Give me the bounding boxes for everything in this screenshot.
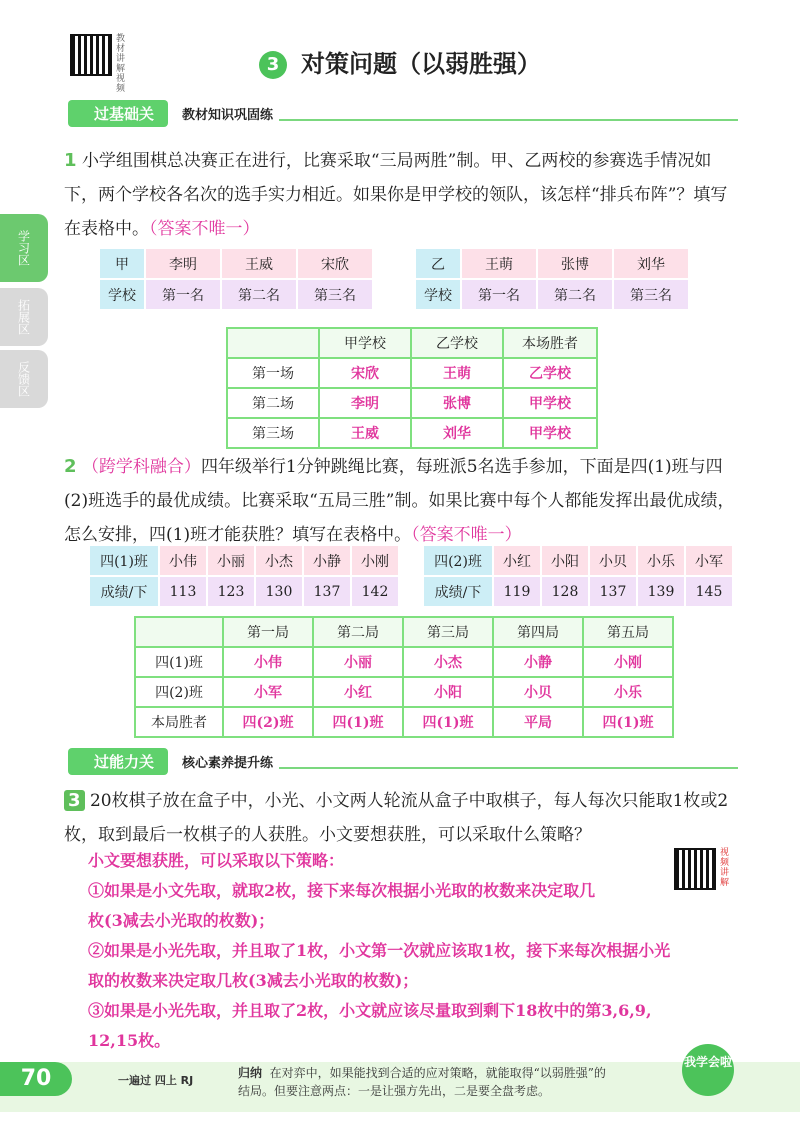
- answer-cell: 四(1)班: [403, 707, 493, 737]
- player-rank: 第二名: [221, 279, 297, 309]
- class2-table: [424, 546, 732, 606]
- score-cell: 142: [351, 576, 398, 606]
- header-cell: 第二局: [313, 617, 403, 647]
- score-cell: 137: [589, 576, 637, 606]
- school-b-table: [416, 249, 688, 309]
- answer-cell: 小丽: [313, 647, 403, 677]
- question-2: [64, 450, 744, 552]
- player-name: 王萌: [461, 249, 537, 279]
- header-cell: [227, 328, 319, 358]
- school-label: 学校: [416, 279, 461, 309]
- score-cell: 113: [159, 576, 207, 606]
- player-name: 小乐: [637, 546, 685, 576]
- question-number: 3: [64, 790, 85, 811]
- score-cell: 145: [685, 576, 732, 606]
- header-cell: 第五局: [583, 617, 673, 647]
- question-number: 2: [64, 456, 77, 477]
- player-rank: 第三名: [297, 279, 372, 309]
- player-rank: 第二名: [537, 279, 613, 309]
- question-text: 四年级举行1分钟跳绳比赛，每班派5名选手参加，下面是四(1)班与四(2)班选手的最优成绩。比赛采取“五局三胜”制。如果比赛中每个人都能发挥出最优成绩，怎么安排，四(1)班才能获胜？填写在表格中。: [64, 457, 735, 545]
- player-name: 王威: [221, 249, 297, 279]
- player-name: 小伟: [159, 546, 207, 576]
- answer-line: 枚(3减去小光取的枚数)；: [88, 911, 275, 930]
- header-cell: 第三局: [403, 617, 493, 647]
- question-text: 20枚棋子放在盒子中，小光、小文两人轮流从盒子中取棋子，每人每次只能取1枚或2枚，取到最后一枚棋子的人获胜。小文要想获胜，可以采取什么策略？: [64, 791, 729, 845]
- player-name: 小贝: [589, 546, 637, 576]
- round-label: 第二场: [227, 388, 319, 418]
- score-cell: 130: [255, 576, 303, 606]
- answer-cell: 小静: [493, 647, 583, 677]
- header-cell: 第一局: [223, 617, 313, 647]
- header-cell: 乙学校: [411, 328, 503, 358]
- answer-line: 取的枚数来决定取几枚(3减去小光取的枚数)；: [88, 971, 419, 990]
- page-number: 70: [0, 1062, 72, 1096]
- score-cell: 123: [207, 576, 255, 606]
- answer-cell: 小贝: [493, 677, 583, 707]
- cross-subject-tag: （跨学科融合）: [81, 457, 201, 477]
- answer-cell: 乙学校: [503, 358, 597, 388]
- side-tab-extend[interactable]: 拓展区: [0, 288, 48, 346]
- qr-caption: 教材讲解视频: [116, 34, 126, 94]
- answer-cell: 刘华: [411, 418, 503, 448]
- player-name: 刘华: [613, 249, 688, 279]
- player-name: 小杰: [255, 546, 303, 576]
- section-banner-ability: [68, 748, 738, 774]
- player-rank: 第一名: [461, 279, 537, 309]
- q2-answer-table: [134, 616, 674, 738]
- answer-cell: 王萌: [411, 358, 503, 388]
- answer-line: ③如果是小光先取，并且取了2枚，小文就应该尽量取到剩下18枚中的第3,6,9,: [88, 1001, 652, 1020]
- answer-cell: 小阳: [403, 677, 493, 707]
- answer-cell: 甲学校: [503, 418, 597, 448]
- answer-cell: 宋欣: [319, 358, 411, 388]
- score-cell: 137: [303, 576, 351, 606]
- header-cell: 本场胜者: [503, 328, 597, 358]
- row-label: 本局胜者: [135, 707, 223, 737]
- header-cell: 甲学校: [319, 328, 411, 358]
- header-cell: 第四局: [493, 617, 583, 647]
- answer-cell: 小红: [313, 677, 403, 707]
- question-3: [64, 784, 744, 852]
- answer-cell: 李明: [319, 388, 411, 418]
- question-note: （答案不唯一）: [411, 525, 522, 545]
- player-name: 张博: [537, 249, 613, 279]
- question-1: [64, 144, 744, 246]
- learned-badge[interactable]: 我学会啦: [682, 1044, 734, 1096]
- row-label: 四(2)班: [135, 677, 223, 707]
- player-name: 小红: [493, 546, 541, 576]
- round-label: 第三场: [227, 418, 319, 448]
- answer-cell: 平局: [493, 707, 583, 737]
- player-rank: 第三名: [613, 279, 688, 309]
- banner-subtitle: 教材知识巩固练: [182, 107, 274, 123]
- summary-line: 在对弈中，如果能找到合适的应对策略，就能取得“以弱胜强”的: [269, 1066, 606, 1080]
- score-label: 成绩/下: [90, 576, 159, 606]
- player-name: 宋欣: [297, 249, 372, 279]
- side-tab-feedback[interactable]: 反馈区: [0, 350, 48, 408]
- class1-table: [90, 546, 398, 606]
- round-label: 第一场: [227, 358, 319, 388]
- school-label: 学校: [100, 279, 145, 309]
- school-label: 甲: [100, 249, 145, 279]
- question-number: 1: [64, 150, 77, 171]
- answer-cell: 小乐: [583, 677, 673, 707]
- q1-answer-table: [226, 327, 598, 449]
- player-name: 小静: [303, 546, 351, 576]
- score-cell: 119: [493, 576, 541, 606]
- answer-cell: 四(2)班: [223, 707, 313, 737]
- school-label: 乙: [416, 249, 461, 279]
- answer-cell: 四(1)班: [583, 707, 673, 737]
- answer-line: 12,15枚。: [88, 1031, 171, 1050]
- banner-line: [279, 767, 738, 769]
- answer-line: ①如果是小文先取，就取2枚，接下来每次根据小光取的枚数来决定取几: [88, 881, 596, 900]
- qr-caption: 视频讲解: [720, 848, 730, 888]
- banner-line: [279, 119, 738, 121]
- question-text: 小学组围棋总决赛正在进行，比赛采取“三局两胜”制。甲、乙两校的参赛选手情况如下，两个学校各名次的选手实力相近。如果你是甲学校的领队，该怎样“排兵布阵”？填写在表格中。: [64, 151, 728, 239]
- summary-box: [238, 1064, 678, 1100]
- lesson-number: 3: [259, 51, 287, 79]
- row-label: 四(1)班: [135, 647, 223, 677]
- answer-cell: 张博: [411, 388, 503, 418]
- book-name: 一遍过 四上 RJ: [118, 1074, 194, 1087]
- class-label: 四(1)班: [90, 546, 159, 576]
- answer-cell: 王威: [319, 418, 411, 448]
- score-cell: 128: [541, 576, 589, 606]
- answer-cell: 甲学校: [503, 388, 597, 418]
- q3-answer: [88, 846, 748, 1056]
- school-a-table: [100, 249, 372, 309]
- section-banner-basic: [68, 100, 738, 126]
- side-tab-study[interactable]: 学习区: [0, 214, 48, 282]
- question-note: （答案不唯一）: [149, 219, 260, 239]
- answer-cell: 小杰: [403, 647, 493, 677]
- player-name: 李明: [145, 249, 221, 279]
- answer-line: ②如果是小光先取，并且取了1枚，小文第一次就应该取1枚，接下来每次根据小光: [88, 941, 671, 960]
- answer-cell: 小刚: [583, 647, 673, 677]
- banner-tag: 过能力关: [68, 748, 168, 775]
- answer-cell: 四(1)班: [313, 707, 403, 737]
- player-name: 小丽: [207, 546, 255, 576]
- player-name: 小阳: [541, 546, 589, 576]
- banner-tag: 过基础关: [68, 100, 168, 127]
- header-cell: [135, 617, 223, 647]
- player-name: 小军: [685, 546, 732, 576]
- score-cell: 139: [637, 576, 685, 606]
- summary-label: 归纳: [238, 1066, 263, 1080]
- player-rank: 第一名: [145, 279, 221, 309]
- score-label: 成绩/下: [424, 576, 493, 606]
- answer-line: 小文要想获胜，可以采取以下策略：: [88, 851, 345, 870]
- summary-line: 结局。但要注意两点：一是让强方先出，二是要全盘考虑。: [238, 1084, 551, 1098]
- lesson-title: 对策问题（以弱胜强）: [301, 50, 541, 78]
- class-label: 四(2)班: [424, 546, 493, 576]
- answer-cell: 小军: [223, 677, 313, 707]
- page-title: [0, 44, 800, 79]
- answer-cell: 小伟: [223, 647, 313, 677]
- banner-subtitle: 核心素养提升练: [182, 755, 274, 771]
- player-name: 小刚: [351, 546, 398, 576]
